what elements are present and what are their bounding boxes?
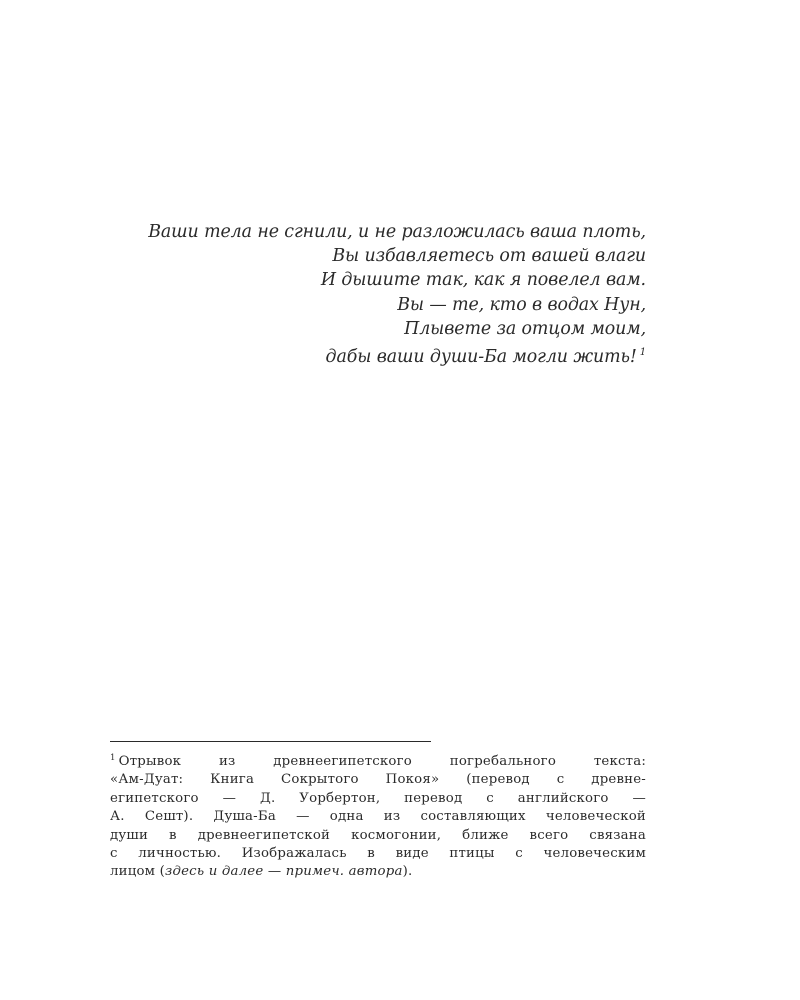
footnote-row: души в древнеегипетской космогонии, ближе всего связана: [110, 827, 646, 843]
epigraph-line: Ваши тела не сгнили, и не разложилась ваша плоть,: [148, 222, 646, 242]
epigraph-line: Вы — те, кто в водах Нун,: [397, 294, 646, 315]
footnote-last-suffix: ).: [402, 864, 413, 880]
footnote-editor-note: здесь и далее — примеч. автора: [165, 864, 403, 880]
footnote-number: 1: [110, 753, 116, 763]
footnote-last-row: [110, 863, 646, 881]
footnote-divider: [110, 741, 431, 742]
epigraph-line: Вы избавляетесь от вашей влаги: [332, 246, 646, 267]
footnote-row: [110, 749, 646, 771]
epigraph-line: И дышите так, как я повелел вам.: [320, 270, 646, 291]
footnote-row: А. Сешт). Душа-Ба — одна из составляющих человеческой: [110, 809, 646, 825]
epigraph-last-line: [100, 341, 646, 369]
footnote-row-text: Отрывок из древнеегипетского погребального текста:: [118, 754, 646, 769]
epigraph-line-text: дабы ваши души-Ба могли жить!: [325, 347, 637, 368]
footnote: [110, 749, 646, 882]
epigraph: [100, 220, 646, 369]
footnote-row: египетского — Д. Уорбертон, перевод с английского —: [110, 790, 646, 806]
footnote-reference[interactable]: 1: [639, 347, 646, 359]
footnote-row: с личностью. Изображалась в виде птицы с человеческим: [110, 846, 646, 862]
epigraph-line: Плывете за отцом моим,: [404, 318, 646, 339]
footnote-row: «Ам-Дуат: Книга Сокрытого Покоя» (перевод с древне-: [110, 772, 646, 788]
footnote-last-prefix: лицом (: [110, 864, 166, 880]
